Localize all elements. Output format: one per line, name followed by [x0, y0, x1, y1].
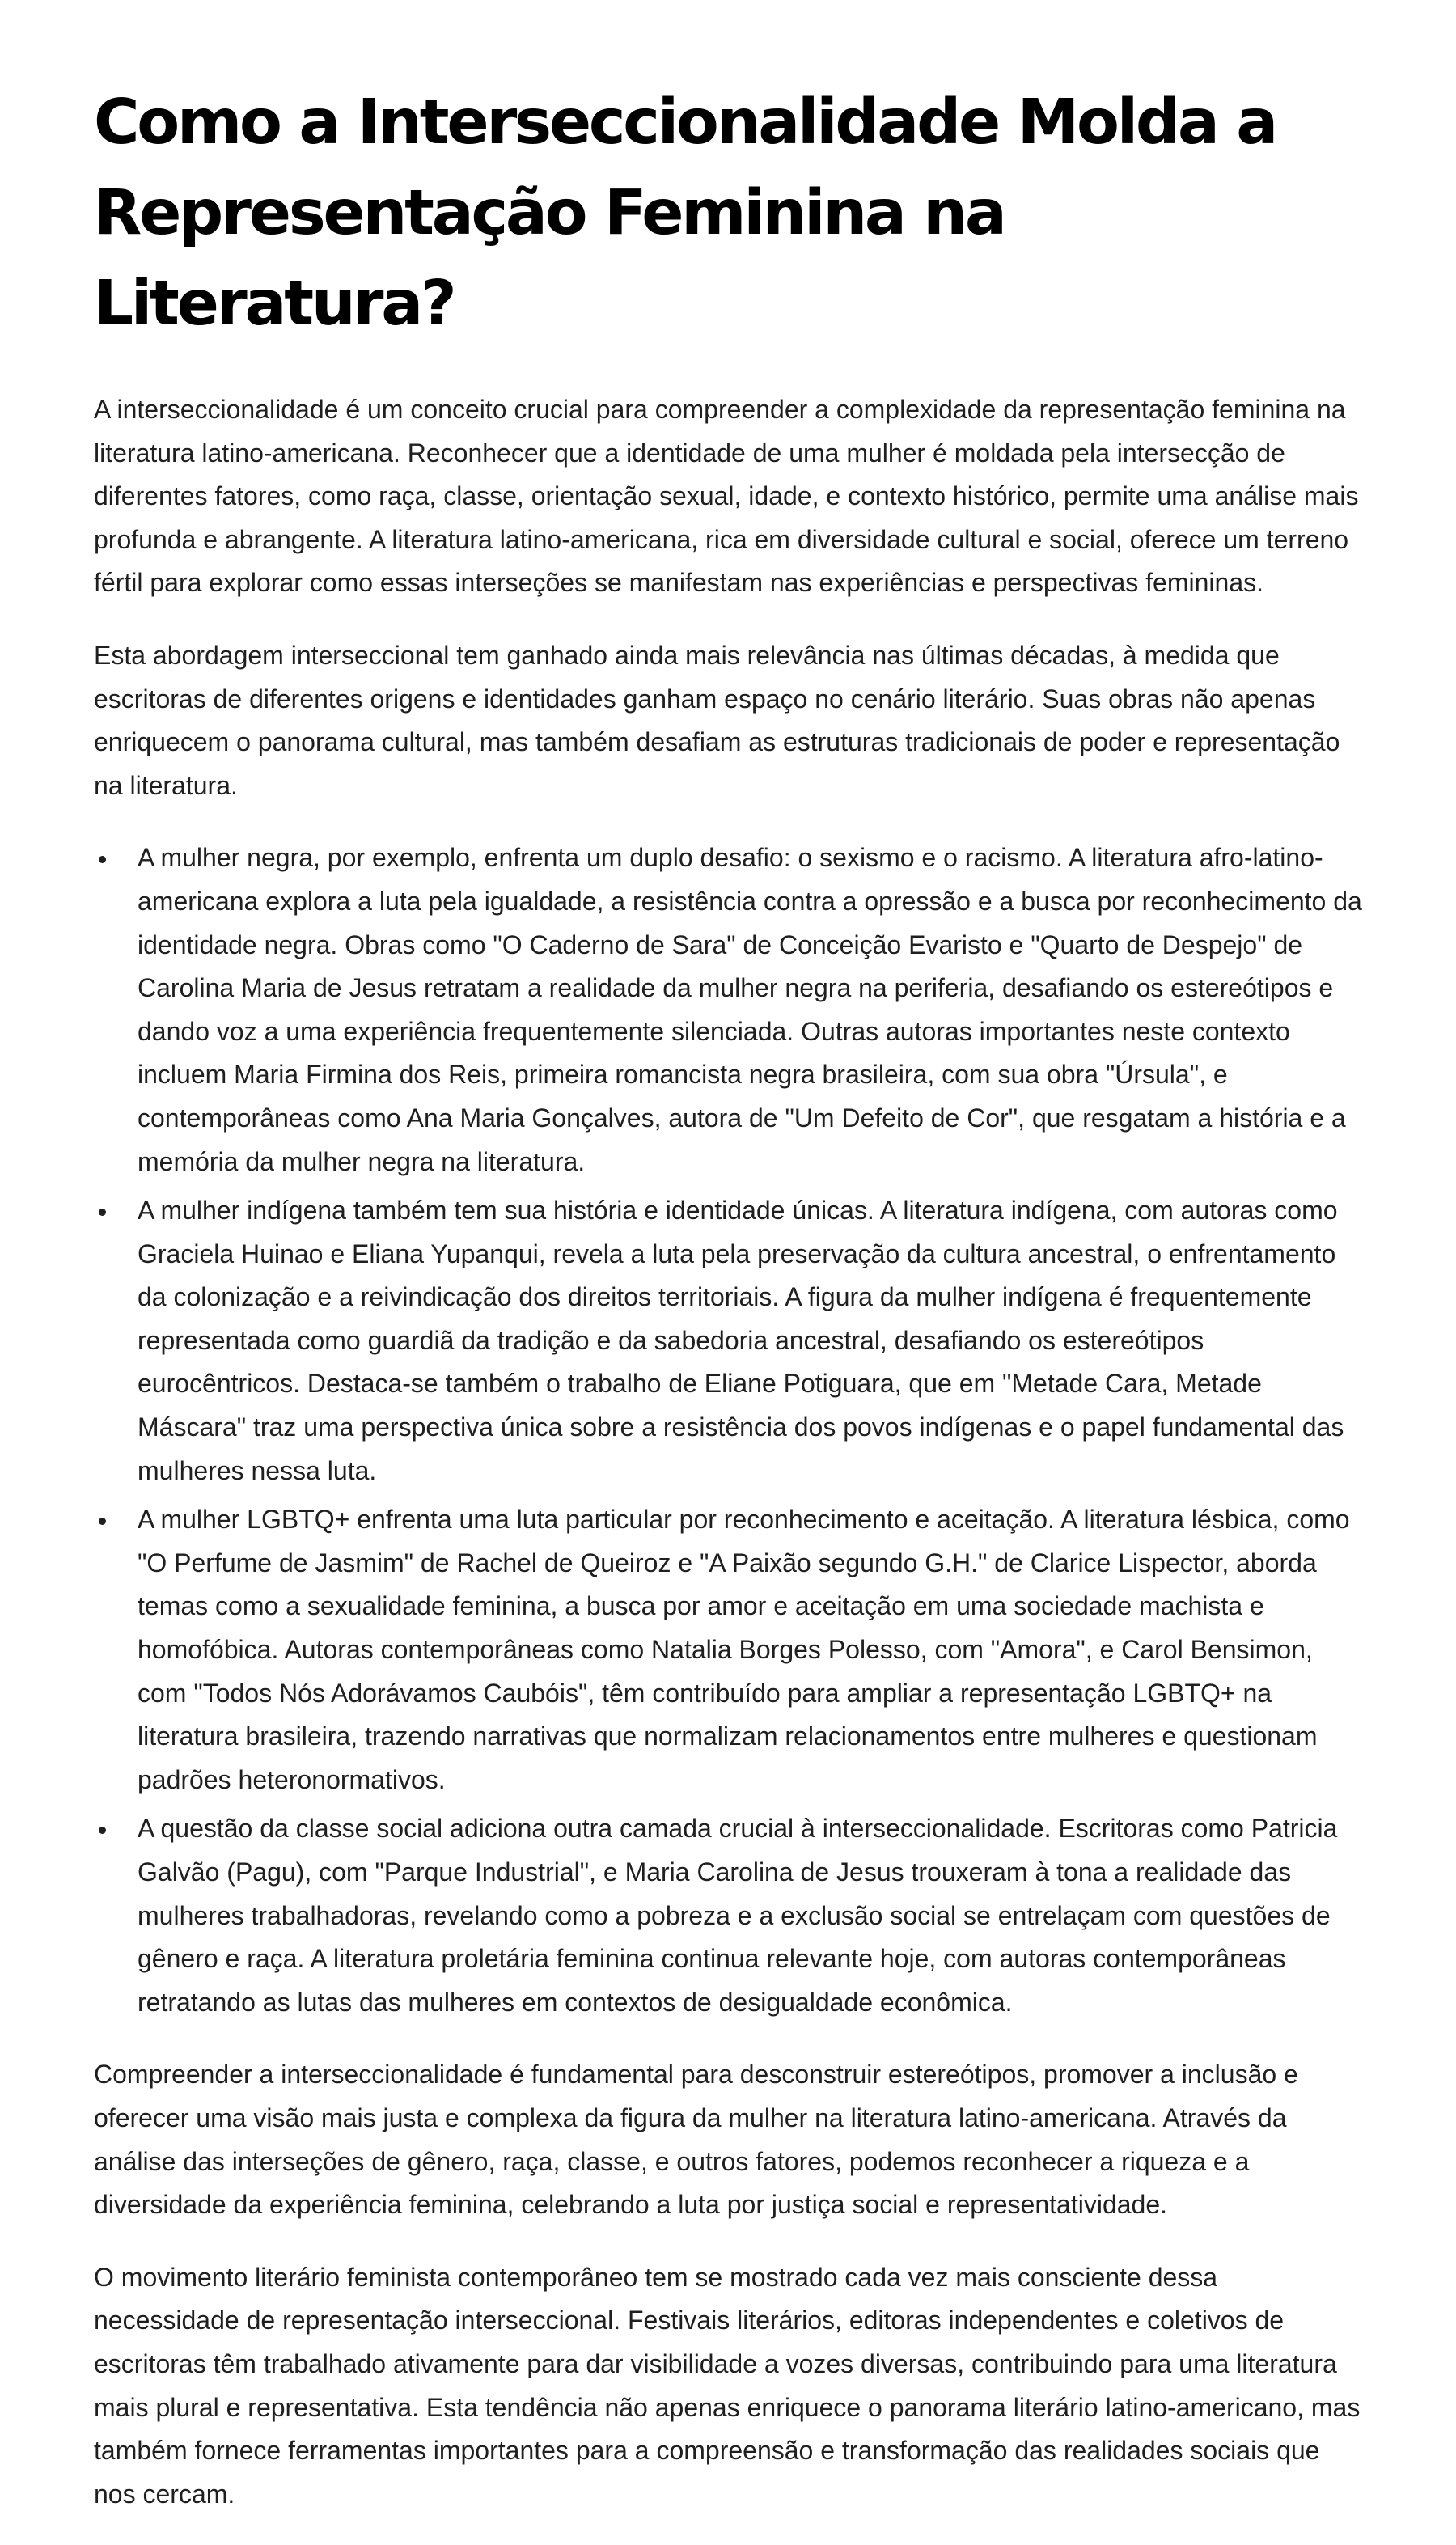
list-item-text: A mulher LGBTQ+ enfrenta uma luta particular por reconhecimento e aceitação. A literatura lésbica, como "O Perfume de Jasmim" de Rachel de Queiroz e "A Paixão segundo G.H." de Clarice Lispector, aborda temas como a sexualidade feminina, a busca por amor e aceitação em uma sociedade machista e homofóbica. Autoras contemporâneas como Natalia Borges Polesso, com "Amora", e Carol Bensimon, com "Todos Nós Adorávamos Caubóis", têm contribuído para ampliar a representação LGBTQ+ na literatura brasileira, trazendo narrativas que normalizam relacionamentos entre mulheres e questionam padrões heteronormativos.: [138, 1505, 1350, 1794]
article: [94, 78, 1364, 2545]
list-item: [94, 1498, 1364, 1802]
closing-paragraph: O movimento literário feminista contemporâneo tem se mostrado cada vez mais consciente dessa necessidade de representação interseccional. Festivais literários, editoras independentes e coletivos de escritoras têm trabalhado ativamente para dar visibilidade a vozes diversas, contribuindo para uma literatura mais plural e representativa. Esta tendência não apenas enriquece o panorama literário latino-americano, mas também fornece ferramentas importantes para a compreensão e transformação das realidades sociais que nos cercam.: [94, 2262, 1361, 2509]
page-title: Como a Interseccionalidade Molda a Representação Feminina na Literatura?: [94, 87, 1276, 340]
list-item-text: A mulher indígena também tem sua história e identidade únicas. A literatura indígena, com autoras como Graciela Huinao e Eliana Yupanqui, revela a luta pela preservação da cultura ancestral, o enfrentamento da colonização e a reivindicação dos direitos territoriais. A figura da mulher indígena é frequentemente representada como guardiã da tradição e da sabedoria ancestral, desafiando os estereótipos eurocêntricos. Destaca-se também o trabalho de Eliane Potiguara, que em "Metade Cara, Metade Máscara" traz uma perspectiva única sobre a resistência dos povos indígenas e o papel fundamental das mulheres nessa luta.: [138, 1196, 1344, 1485]
intro-paragraph: A interseccionalidade é um conceito crucial para compreender a complexidade da representação feminina na literatura latino-americana. Reconhecer que a identidade de uma mulher é moldada pela intersecção de diferentes fatores, como raça, classe, orientação sexual, idade, e contexto histórico, permite uma análise mais profunda e abrangente. A literatura latino-americana, rica em diversidade cultural e social, oferece um terreno fértil para explorar como essas interseções se manifestam nas experiências e perspectivas femininas.: [94, 395, 1359, 598]
list-item: [94, 836, 1364, 1184]
bullet-icon: [99, 1209, 106, 1216]
list-item-text: A mulher negra, por exemplo, enfrenta um duplo desafio: o sexismo e o racismo. A literatura afro-latino-americana explora a luta pela igualdade, a resistência contra a opressão e a busca por reconhecimento da identidade negra. Obras como "O Caderno de Sara" de Conceição Evaristo e "Quarto de Despejo" de Carolina Maria de Jesus retratam a realidade da mulher negra na periferia, desafiando os estereótipos e dando voz a uma experiência frequentemente silenciada. Outras autoras importantes neste contexto incluem Maria Firmina dos Reis, primeira romancista negra brasileira, com sua obra "Úrsula", e contemporâneas como Ana Maria Gonçalves, autora de "Um Defeito de Cor", que resgatam a história e a memória da mulher negra na literatura.: [138, 843, 1362, 1176]
bullet-icon: [99, 1518, 106, 1525]
bullet-list: [94, 836, 1364, 2024]
list-item: [94, 1807, 1364, 2024]
closing-paragraph: Compreender a interseccionalidade é fundamental para desconstruir estereótipos, promover a inclusão e oferecer uma visão mais justa e complexa da figura da mulher na literatura latino-americana. Através da análise das interseções de gênero, raça, classe, e outros fatores, podemos reconhecer a riqueza e a diversidade da experiência feminina, celebrando a luta por justiça social e representatividade.: [94, 2060, 1298, 2220]
list-item: [94, 1189, 1364, 1493]
list-item-text: A questão da classe social adiciona outra camada crucial à interseccionalidade. Escritoras como Patricia Galvão (Pagu), com "Parque Industrial", e Maria Carolina de Jesus trouxeram à tona a realidade das mulheres trabalhadoras, revelando como a pobreza e a exclusão social se entrelaçam com questões de gênero e raça. A literatura proletária feminina continua relevante hoje, com autoras contemporâneas retratando as lutas das mulheres em contextos de desigualdade econômica.: [138, 1814, 1338, 2017]
bullet-icon: [99, 1827, 106, 1834]
bullet-icon: [99, 856, 106, 863]
intro-paragraph: Esta abordagem interseccional tem ganhado ainda mais relevância nas últimas décadas, à medida que escritoras de diferentes origens e identidades ganham espaço no cenário literário. Suas obras não apenas enriquecem o panorama cultural, mas também desafiam as estruturas tradicionais de poder e representação na literatura.: [94, 640, 1340, 800]
